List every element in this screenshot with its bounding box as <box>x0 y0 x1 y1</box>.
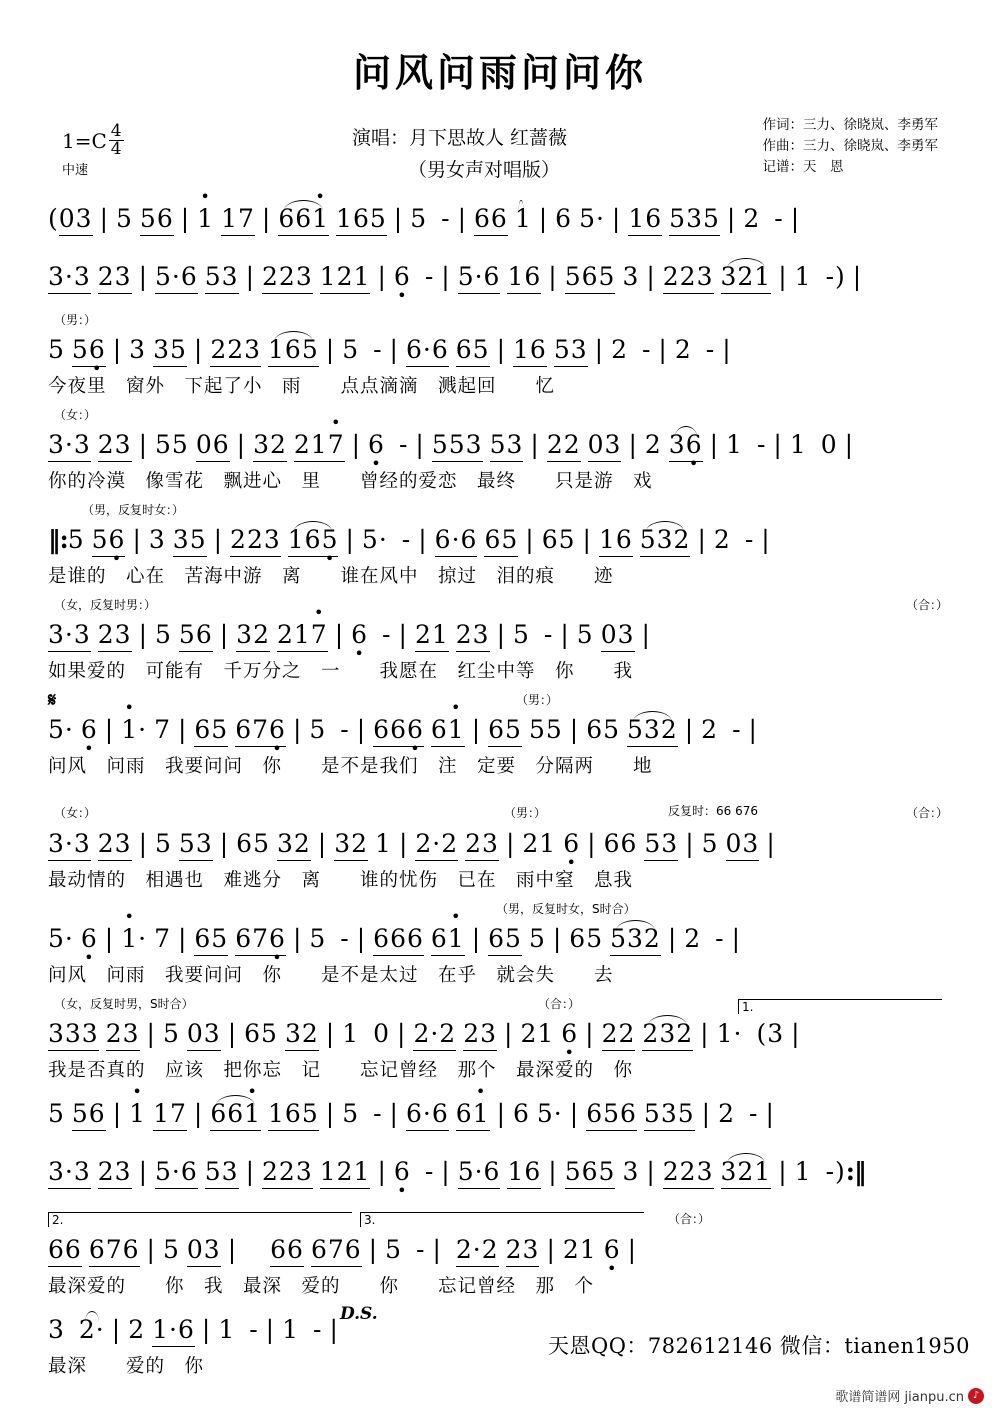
notation-line-11-nolyric <box>48 1136 952 1144</box>
version-line: （男女声对唱版） <box>408 159 561 181</box>
repeat-end-sign: :‖ <box>845 1157 866 1186</box>
notation-line-2: 3·3 23 | 5·6 53 | 223 121 | 6 • - | 5·6 16 | 565 3 | 223 321 | 1 -) | <box>48 255 952 299</box>
voice-cue-male-female-s: （男，反复时女，S时合） <box>496 902 636 916</box>
cue-line-4 <box>48 408 952 423</box>
lyrics-line-14: 最深 爱的 你 <box>48 1356 205 1377</box>
lyrics-line-13 <box>48 1272 952 1302</box>
voice-cue-female: （女：） <box>54 408 97 422</box>
lyrics-line-8: 最动情的 相遇也 难逃分 离 谁的忧伤 已在 雨中窒 息我 <box>48 870 634 891</box>
system-9 <box>48 902 952 991</box>
notation-line-5: ‖:5 56 • | 3 35 | 223 165 • | 5· - | 6·6 65 | 65 | 16 532 | 2 - | <box>48 518 952 562</box>
voice-cue-male: （男：） <box>54 313 97 327</box>
notation-line-2-nolyric <box>48 299 952 307</box>
notation-line-14: 3 2· | 2 1·6 | 1 - | 1 - | <box>48 1308 952 1352</box>
system-11 <box>48 1092 952 1144</box>
watermark-text: 歌谱简谱网 jianpu.cn <box>835 1390 964 1405</box>
lyrics-line-3: 今夜里 窗外 下起了小 雨 点点滴滴 溅起回 忆 <box>48 376 556 397</box>
notation-line-1-nolyric <box>48 241 952 249</box>
cue-line-6 <box>48 598 952 613</box>
key-signature <box>62 123 124 158</box>
cue-line-5 <box>48 503 952 518</box>
cue-line-3 <box>48 313 952 328</box>
system-8 <box>48 788 952 896</box>
voice-cue-male-repeat: （男，反复时女：） <box>82 503 185 517</box>
system-12 <box>48 1150 952 1202</box>
notation-line-12: 3·3 23 | 5·6 53 | 223 121 | 6 • - | 5·6 16 | 565 3 | 223 321 | 1 -):‖ <box>48 1150 952 1194</box>
notation-line-4: 3·3 23 | 55 06 | 32 21• 7 | 6 • - | 553 53 | 22 03 | 2 36 • | 1 - | 1 0 | <box>48 423 952 467</box>
credit-transcriber: 记谱：天 恩 <box>762 158 844 175</box>
system-7 <box>48 689 952 782</box>
volta-1-label: 1. <box>742 1000 754 1014</box>
volta-bracket-3 <box>360 1212 644 1227</box>
notation-line-6: 3·3 23 | 5 56 | 32 21• 7 | 6 • - | 21 23 | 5 - | 5 03 | <box>48 613 952 657</box>
cue-line-10 <box>48 997 952 1012</box>
system-1 <box>48 197 952 249</box>
lyrics-line-7: 问风 问雨 我要问问 你 是不是我们 注 定要 分隔两 地 <box>48 756 653 777</box>
system-3 <box>48 313 952 402</box>
voice-cue-male-3: （男：） <box>504 806 547 820</box>
header-info <box>0 97 1000 193</box>
page-title: 问风问雨问问你 <box>352 51 647 95</box>
performer-line: 演唱：月下思故人 红蔷薇 <box>352 127 568 149</box>
voice-cue-female-3: （女：） <box>54 806 97 820</box>
notation-line-8: 3·3 23 | 5 53 | 65 32 | 32 1 | 2·2 23 | 21 6 • | 66 53 | 5 03 | <box>48 822 952 866</box>
cue-line-7 <box>48 689 952 711</box>
voice-cue-female-repeat: （女，反复时男：） <box>54 598 157 612</box>
watermark-badge-icon: ♪ <box>968 1388 984 1404</box>
notation-line-10: 333 23 | 5 03 | 65 32 | 1 0 | 2·2 23 | 21 6 • | 22 232 | 1· (3 | <box>48 1012 952 1056</box>
notation-line-13: 66 676 | 5 03 | 66 676 | 5 - | 2·2 23 | 21 6 • | <box>48 1228 952 1272</box>
system-5 <box>48 503 952 592</box>
music-body <box>48 197 952 1382</box>
cue-line-9 <box>48 902 952 917</box>
voice-cue-both-2: （合：） <box>905 806 948 820</box>
lyrics-13-text: 最深爱的 你 我 最深 爱的 你 忘记曾经 那 个 <box>48 1276 595 1297</box>
credit-composer: 作曲：三力、徐晓岚、李勇军 <box>762 137 938 154</box>
lyrics-line-10: 我是否真的 应该 把你忘 记 忘记曾经 那个 最深爱的 你 <box>48 1060 634 1081</box>
repeat-start-sign: ‖: <box>48 525 68 554</box>
credit-lyricist: 作词：三力、徐晓岚、李勇军 <box>762 117 938 133</box>
volta-2-label: 2. <box>52 1213 64 1227</box>
system-13 <box>48 1208 952 1324</box>
lyrics-line-9: 问风 问雨 我要问问 你 是不是太过 在乎 就会失 去 <box>48 965 614 986</box>
time-signature <box>109 123 124 158</box>
time-sig-numerator: 4 <box>110 121 122 141</box>
system-6 <box>48 598 952 687</box>
ds-marking: D.S. <box>340 1304 378 1324</box>
system-4 <box>48 408 952 497</box>
volta-bracket-2 <box>48 1212 352 1227</box>
lyrics-line-4: 你的冷漠 像雪花 飘进心 里 曾经的爱恋 最终 只是游 戏 <box>48 471 653 492</box>
voice-cue-both: （合：） <box>905 598 948 612</box>
voice-cue-male-2: （男：） <box>516 693 559 707</box>
key-text: 1=C <box>62 128 107 153</box>
cue-line-8 <box>48 788 952 822</box>
notation-line-7: 5· 6 • | • 1· 7 | 65 676 • | 5 - | 666 • 6• 1 | 65 55 | 65 532 | 2 - | <box>48 708 952 752</box>
notation-line-9: 5· 6 • | • 1· 7 | 65 676 • | 5 - | 666 6• 1 | 65 5 | 65 532 | 2 - | <box>48 917 952 961</box>
credits-block <box>763 115 939 178</box>
lyrics-line-5: 是谁的 心在 苦海中游 离 谁在风中 掠过 泪的痕 迹 <box>48 566 614 587</box>
lyrics-line-6: 如果爱的 可能有 千万分之 一 我愿在 红尘中等 你 我 <box>48 661 634 682</box>
volta-bracket-1 <box>738 999 942 1014</box>
contact-info: 天恩QQ：782612146 微信：tianen1950 <box>548 1334 970 1358</box>
voice-cue-female-male-s: （女，反复时男，S时合） <box>54 997 194 1011</box>
segno-sign: 𝄋 <box>48 689 57 711</box>
volta-3-label: 3. <box>364 1213 376 1227</box>
cue-line-13 <box>48 1208 952 1228</box>
notation-line-12-nolyric <box>48 1194 952 1202</box>
repeat-instruction: 反复时：66 676 <box>668 804 758 818</box>
site-watermark <box>835 1386 984 1405</box>
tempo-marking: 中速 <box>62 163 89 178</box>
voice-cue-both-4: （合：） <box>668 1212 711 1226</box>
notation-line-11: 5 56 | • 1 17 | 66• 1 165 | 5 - | 6·6 6• 1 | 6 5· | 656 535 | 2 - | <box>48 1092 952 1136</box>
system-2 <box>48 255 952 307</box>
system-10 <box>48 997 952 1086</box>
time-sig-denominator: 4 <box>110 139 122 159</box>
voice-cue-both-3: （合：） <box>538 997 581 1011</box>
notation-line-1: (03 | 5 56 | • 1 17 | 66• 1 165 | 5 - | 66 1 | 6 5· | 16 535 | 2 - | <box>48 197 952 241</box>
notation-line-3: 5 56 • | 3 35 | 223 165 | 5 - | 6·6 65 | 16 53 | 2 - | 2 - | <box>48 328 952 372</box>
